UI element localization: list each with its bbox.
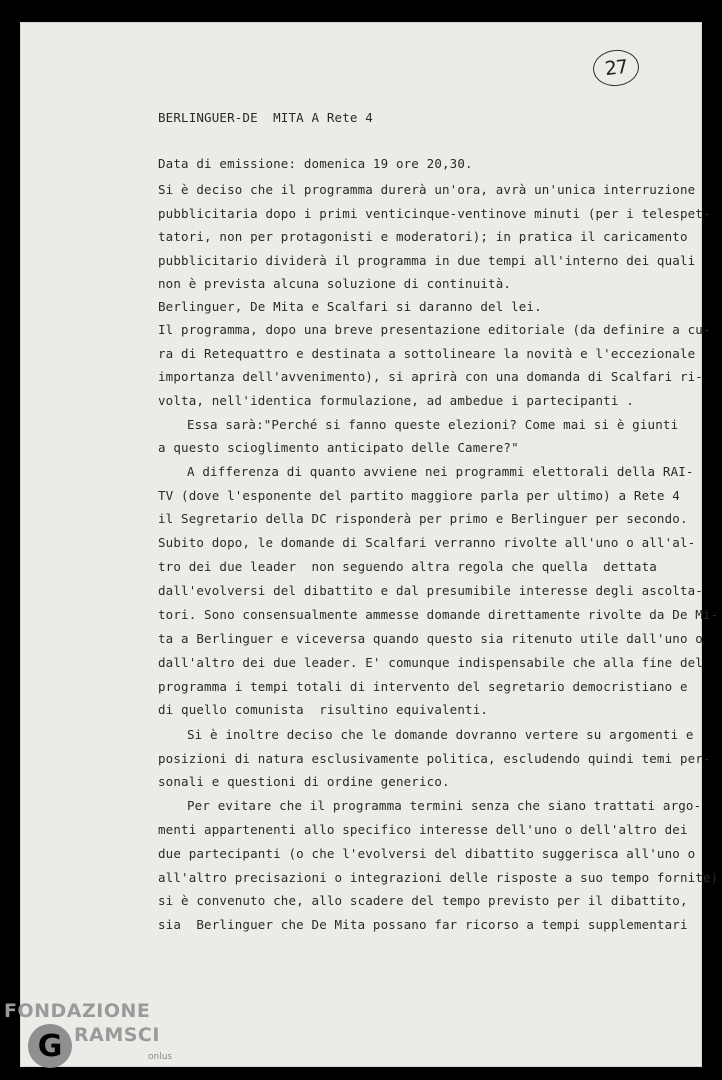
text-line: tori. Sono consensualmente ammesse domande direttamente rivolte da De Mi- (158, 607, 719, 622)
text-line: dall'evolversi del dibattito e dal presumibile interesse degli ascolta- (158, 583, 703, 598)
text-line: Data di emissione: domenica 19 ore 20,30. (158, 156, 473, 171)
text-line: dall'altro dei due leader. E' comunque indispensabile che alla fine del (158, 655, 703, 670)
document-title: BERLINGUER-DE MITA A Rete 4 (158, 110, 373, 125)
text-line: Berlinguer, De Mita e Scalfari si daranno del lei. (158, 299, 542, 314)
text-line: a questo scioglimento anticipato delle Camere?" (158, 440, 519, 455)
text-line: due partecipanti (o che l'evolversi del dibattito suggerisca all'uno o (158, 846, 696, 861)
text-line: TV (dove l'esponente del partito maggiore parla per ultimo) a Rete 4 (158, 488, 680, 503)
text-line: A differenza di quanto avviene nei programmi elettorali della RAI- (187, 464, 694, 479)
page-number: 27 (603, 55, 629, 81)
text-line: ta a Berlinguer e viceversa quando questo sia ritenuto utile dall'uno o (158, 631, 703, 646)
text-line: di quello comunista risultino equivalenti. (158, 702, 489, 717)
text-line: Il programma, dopo una breve presentazione editoriale (da definire a cu- (158, 322, 711, 337)
watermark-g-letter: G (37, 1028, 63, 1064)
text-line: tatori, non per protagonisti e moderatori); in pratica il caricamento (158, 229, 688, 244)
text-line: menti appartenenti allo specifico interesse dell'uno o dell'altro dei (158, 822, 688, 837)
text-line: il Segretario della DC risponderà per primo e Berlinguer per secondo. (158, 511, 688, 526)
text-line: Si è deciso che il programma durerà un'ora, avrà un'unica interruzione (158, 182, 696, 197)
text-line: Essa sarà:"Perché si fanno queste elezioni? Come mai si è giunti (187, 417, 679, 432)
text-line: si è convenuto che, allo scadere del tempo previsto per il dibattito, (158, 893, 688, 908)
text-line: tro dei due leader non seguendo altra regola che quella dettata (158, 559, 657, 574)
text-line: posizioni di natura esclusivamente politica, escludendo quindi temi per- (158, 751, 711, 766)
text-line: Subito dopo, le domande di Scalfari verranno rivolte all'uno o all'al- (158, 535, 696, 550)
gramsci-g-logo-icon (28, 1024, 72, 1068)
text-line: ra di Retequattro e destinata a sottolineare la novità e l'eccezionale (158, 346, 696, 361)
fondazione-gramsci-watermark (0, 998, 200, 1078)
text-line: programma i tempi totali di intervento del segretario democristiano e (158, 679, 688, 694)
text-line: Si è inoltre deciso che le domande dovranno vertere su argomenti e (187, 727, 694, 742)
text-line: non è prevista alcuna soluzione di continuità. (158, 276, 512, 291)
text-line: pubblicitario dividerà il programma in due tempi all'interno dei quali (158, 253, 696, 268)
watermark-suffix: onlus (148, 1052, 173, 1062)
text-line: pubblicitaria dopo i primi venticinque-ventinove minuti (per i telespet- (158, 206, 711, 221)
text-line: volta, nell'identica formulazione, ad ambedue i partecipanti . (158, 393, 634, 408)
text-line: sonali e questioni di ordine generico. (158, 774, 450, 789)
text-line: importanza dell'avvenimento), si aprirà con una domanda di Scalfari ri- (158, 369, 703, 384)
text-line: all'altro precisazioni o integrazioni delle risposte a suo tempo fornite) (158, 870, 719, 885)
text-line: sia Berlinguer che De Mita possano far ricorso a tempi supplementari (158, 917, 688, 932)
watermark-line-1: FONDAZIONE (4, 1000, 151, 1022)
watermark-line-2: RAMSCI (74, 1024, 160, 1046)
text-line: Per evitare che il programma termini senza che siano trattati argo- (187, 798, 702, 813)
